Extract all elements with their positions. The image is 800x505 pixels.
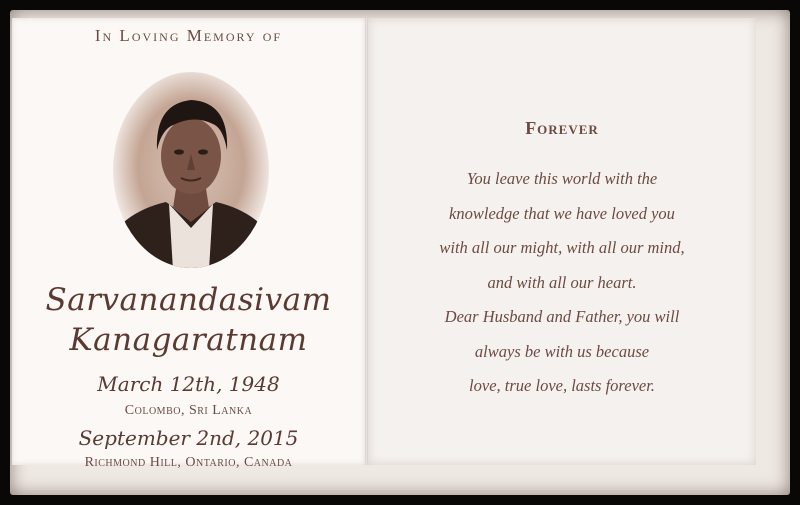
birth-place: Colombo, Sri Lanka	[124, 403, 253, 418]
memory-heading: In Loving Memory of	[94, 26, 283, 45]
poem-line: Dear Husband and Father, you will	[444, 307, 680, 326]
poem-line: You leave this world with the	[466, 169, 658, 188]
poem-line: love, true love, lasts forever.	[469, 376, 655, 395]
birth-date: March 12th, 1948	[97, 372, 280, 396]
poem-line: knowledge that we have loved you	[449, 203, 675, 223]
deceased-last-name: Kanagaratnam	[69, 322, 308, 358]
poem-line: and with all our heart.	[487, 272, 637, 292]
poem-line: always be with us because	[474, 341, 650, 361]
poem-line: with all our might, with all our mind,	[439, 238, 685, 257]
poem-title: Forever	[525, 118, 599, 138]
portrait-photo-icon	[111, 70, 271, 270]
poem-text	[368, 162, 756, 404]
death-date: September 2nd, 2015	[78, 426, 299, 450]
deceased-first-name: Sarvanandasivam	[45, 282, 332, 318]
death-place: Richmond Hill, Ontario, Canada	[84, 455, 293, 470]
